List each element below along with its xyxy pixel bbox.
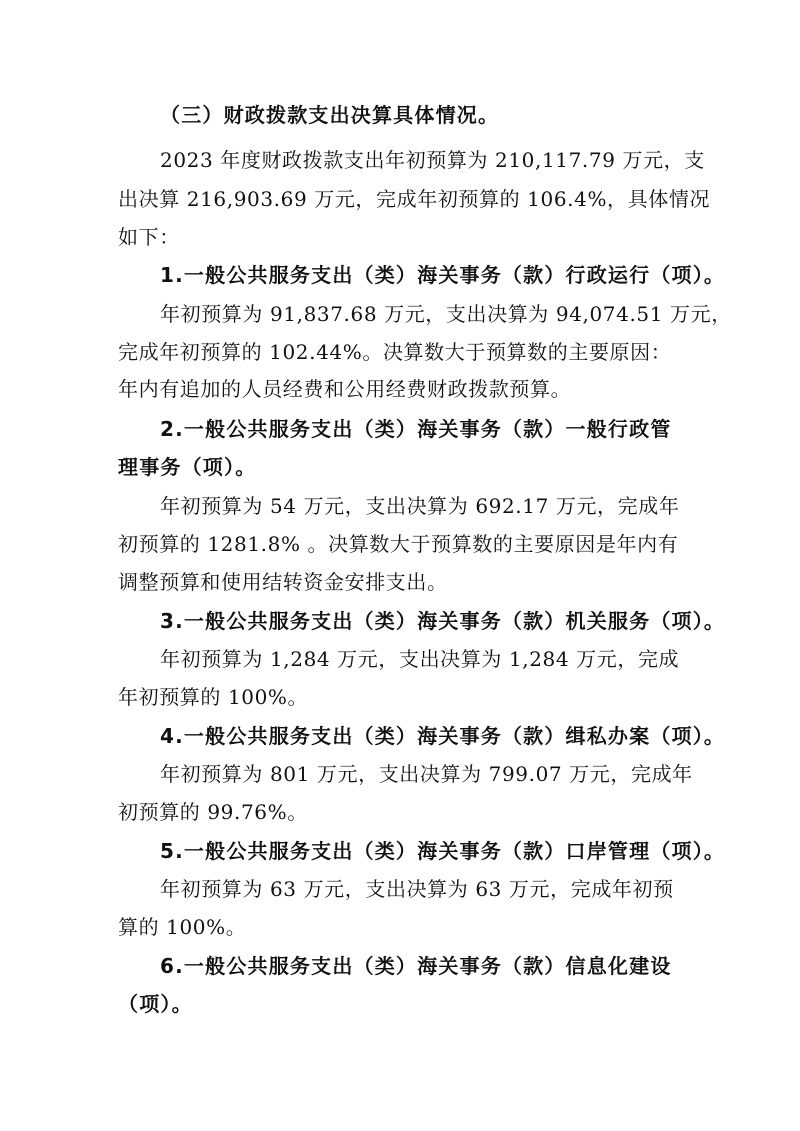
- item-4-body-line-1: 年初预算为 801 万元，支出决算为 799.07 万元，完成年: [160, 762, 693, 786]
- item-5-body-line-2: 算的 100%。: [118, 915, 247, 939]
- item-6-heading-line-1: 6.一般公共服务支出（类）海关事务（款）信息化建设: [160, 954, 672, 978]
- item-1-body-line-3: 年内有追加的人员经费和公用经费财政拨款预算。: [118, 377, 572, 401]
- item-1-heading: 1.一般公共服务支出（类）海关事务（款）行政运行（项）。: [160, 263, 726, 287]
- section-heading: （三）财政拨款支出决算具体情况。: [160, 103, 500, 127]
- item-4-body-line-2: 初预算的 99.76%。: [118, 800, 308, 824]
- item-3-body-line-2: 年初预算的 100%。: [118, 685, 309, 709]
- item-5-heading: 5.一般公共服务支出（类）海关事务（款）口岸管理（项）。: [160, 839, 726, 863]
- item-2-heading-line-1: 2.一般公共服务支出（类）海关事务（款）一般行政管: [160, 417, 672, 441]
- item-3-body-line-1: 年初预算为 1,284 万元，支出决算为 1,284 万元，完成: [160, 647, 680, 671]
- item-1-body-line-2: 完成年初预算的 102.44%。决算数大于预算数的主要原因：: [118, 340, 672, 364]
- item-6-heading-line-2: （项）。: [118, 992, 193, 1016]
- item-5-body-line-1: 年初预算为 63 万元，支出决算为 63 万元，完成年初预: [160, 877, 674, 901]
- item-2-body-line-1: 年初预算为 54 万元，支出决算为 692.17 万元，完成年: [160, 494, 680, 518]
- item-2-body-line-2: 初预算的 1281.8% 。决算数大于预算数的主要原因是年内有: [118, 532, 679, 556]
- intro-line-2: 出决算 216,903.69 万元，完成年初预算的 106.4%，具体情况: [118, 187, 711, 211]
- item-2-heading-line-2: 理事务（项）。: [118, 455, 257, 479]
- intro-line-3: 如下：: [118, 225, 180, 249]
- item-4-heading: 4.一般公共服务支出（类）海关事务（款）缉私办案（项）。: [160, 724, 726, 748]
- intro-line-1: 2023 年度财政拨款支出年初预算为 210,117.79 万元，支: [160, 148, 705, 172]
- item-1-body-line-1: 年初预算为 91,837.68 万元，支出决算为 94,074.51 万元，: [160, 302, 732, 326]
- item-2-body-line-3: 调整预算和使用结转资金安排支出。: [118, 570, 448, 594]
- item-3-heading: 3.一般公共服务支出（类）海关事务（款）机关服务（项）。: [160, 609, 726, 633]
